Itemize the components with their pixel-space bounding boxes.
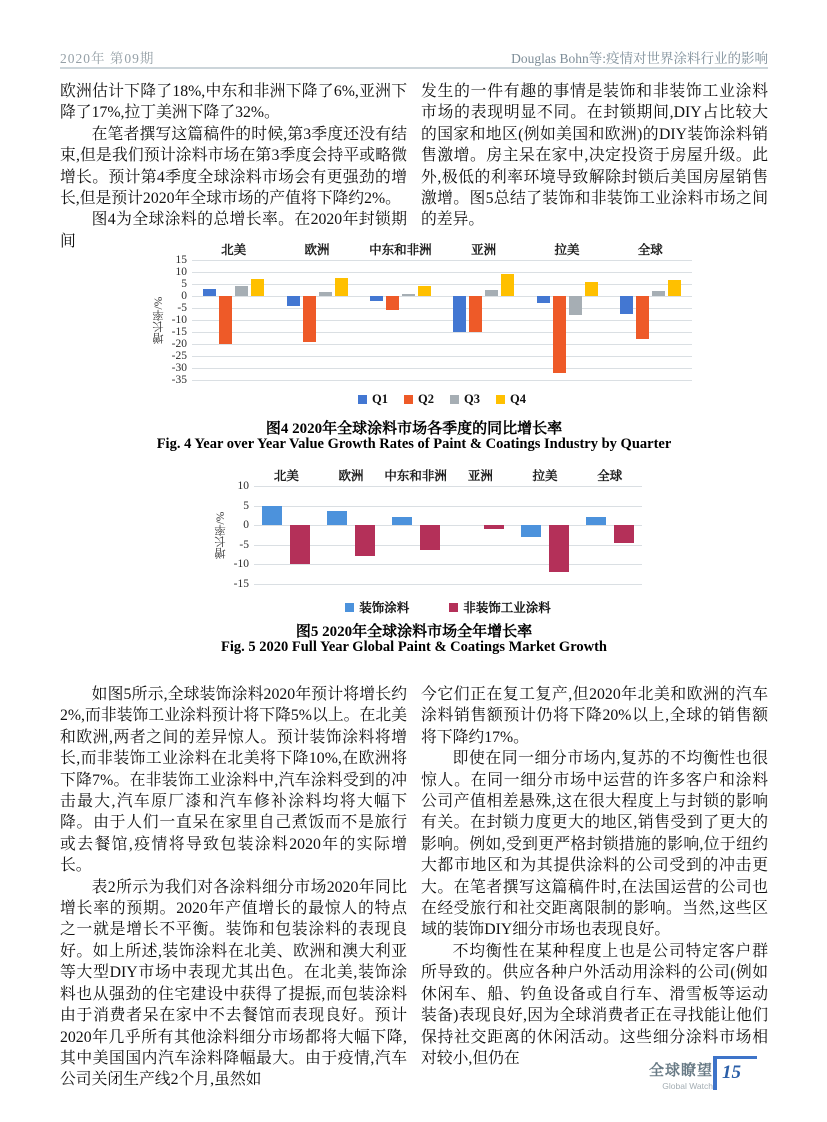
- y-tick-label: -15: [233, 577, 249, 590]
- category-label: 拉美: [554, 243, 580, 257]
- category-label: 欧洲: [338, 469, 364, 483]
- category-label: 北美: [273, 469, 299, 483]
- legend-label: Q1: [372, 392, 389, 406]
- category-label: 拉美: [532, 469, 558, 483]
- category-label: 北美: [221, 243, 247, 257]
- bar-装饰涂料-欧洲: [327, 511, 347, 525]
- bar-装饰涂料-北美: [262, 506, 282, 526]
- legend-label: Q3: [464, 392, 480, 406]
- bar-Q1-中东和非洲: [370, 296, 383, 301]
- figure5-caption-cn: 图5 2020年全球涂料市场全年增长率: [295, 624, 533, 640]
- bar-Q3-北美: [235, 286, 248, 296]
- page-number-bracket-top: [713, 1056, 757, 1059]
- bar-Q4-欧洲: [335, 278, 348, 296]
- left-column-top: [60, 81, 407, 252]
- footer-brand-en: Global Watch: [662, 1081, 713, 1091]
- legend-label: Q4: [509, 392, 526, 406]
- category-label: 欧洲: [304, 243, 330, 257]
- category-label-row: [192, 240, 692, 260]
- legend-item-Q3: [450, 392, 480, 407]
- gridline: [192, 308, 692, 309]
- bar-非装饰工业涂料-中东和非洲: [420, 525, 440, 550]
- paragraph: 在笔者撰写这篇稿件的时候,第3季度还没有结束,但是我们预计涂料市场在第3季度会持平或略微增长。预计第4季度全球涂料市场会有更强劲的增长,但是预计2020年全球市场的产值将下降约2%。: [60, 125, 407, 208]
- bar-非装饰工业涂料-欧洲: [355, 525, 375, 556]
- gridline: [192, 296, 692, 297]
- bar-Q4-北美: [251, 279, 264, 296]
- bar-Q1-亚洲: [453, 296, 466, 332]
- y-axis-title: 增长率/%: [153, 296, 165, 344]
- y-tick-label: -35: [171, 374, 187, 386]
- legend-label: 非装饰工业涂料: [463, 601, 551, 615]
- legend-swatch-icon: [404, 395, 413, 404]
- bar-Q2-中东和非洲: [386, 296, 399, 310]
- legend-swatch-icon: [345, 603, 354, 612]
- y-tick-label: -15: [171, 326, 187, 338]
- y-tick-label: 0: [181, 290, 187, 302]
- paragraph: 发生的一件有趣的事情是装饰和非装饰工业涂料市场的表现明显不同。在封锁期间,DIY占比较大的国家和地区(例如美国和欧洲)的DIY装饰涂料销售激增。房主呆在家中,决定投资于房屋升级。此外,极低的利率环境导致解除封锁后美国房屋销售激增。图5总结了装饰和非装饰工业涂料市场之间的差异。: [421, 83, 768, 229]
- paragraph: 今它们正在复工复产,但2020年北美和欧洲的汽车涂料销售额预计仍将下降20%以上,全球的销售额将下降约17%。: [421, 686, 768, 746]
- left-column-bottom: [60, 684, 407, 1091]
- paragraph: 表2所示为我们对各涂料细分市场2020年同比增长率的预期。2020年产值增长的最惊人的特点之一就是增长不平衡。装饰和包装涂料的表现良好。如上所述,装饰涂料在北美、欧洲和澳大利亚等大型DIY市场中表现尤其出色。在北美,装饰涂料也从强劲的住宅建设中获得了提振,而包装涂料由于消费者呆在家中不去餐馆而表现良好。预计2020年几乎所有其他涂料细分市场都将大幅下降,其中美国国内汽车涂料降幅最大。由于疫情,汽车公司关闭生产线2个月,虽然如: [60, 878, 407, 1089]
- category-label: 中东和非洲: [369, 243, 432, 257]
- bar-非装饰工业涂料-全球: [614, 525, 634, 543]
- y-tick-label: 5: [181, 278, 187, 290]
- category-label-row: [254, 466, 642, 486]
- footer-brand: [649, 1059, 713, 1091]
- bar-Q4-中东和非洲: [418, 286, 431, 296]
- figure4-caption-en: Fig. 4 Year over Year Value Growth Rates of Paint & Coatings Industry by Quarter: [156, 436, 672, 452]
- right-column-top: [421, 81, 768, 231]
- legend-swatch-icon: [496, 395, 505, 404]
- category-label: 中东和非洲: [384, 469, 447, 483]
- bar-Q3-欧洲: [319, 292, 332, 296]
- category-label: 全球: [597, 469, 623, 483]
- paragraph: 不均衡性在某种程度上也是公司特定客户群所导致的。供应各种户外活动用涂料的公司(例如休闲车、船、钓鱼设备或自行车、滑雪板等运动装备)表现良好,因为全球消费者正在寻找能让他们保持社交距离的休闲活动。这些细分涂料市场相对较小,但仍在: [421, 942, 768, 1067]
- figure5-caption-en: Fig. 5 2020 Full Year Global Paint & Coatings Market Growth: [221, 639, 607, 655]
- bar-Q1-欧洲: [287, 296, 300, 306]
- bar-Q1-北美: [203, 289, 216, 296]
- figure5-bar-chart: [214, 466, 642, 616]
- bar-Q1-拉美: [537, 296, 550, 303]
- bar-装饰涂料-拉美: [521, 525, 541, 537]
- right-column-bottom: [421, 684, 768, 1069]
- bar-Q2-欧洲: [303, 296, 316, 342]
- bar-Q1-全球: [620, 296, 633, 314]
- chart-plot-area: [214, 480, 642, 590]
- legend-label: Q2: [418, 392, 434, 406]
- gridline: [254, 486, 642, 487]
- gridline: [192, 356, 692, 357]
- gridline: [192, 284, 692, 285]
- y-tick-label: 0: [243, 519, 249, 531]
- y-tick-label: -5: [177, 302, 187, 314]
- gridline: [254, 564, 642, 565]
- legend-swatch-icon: [450, 395, 459, 404]
- paragraph: 欧洲估计下降了18%,中东和非洲下降了6%,亚洲下降了17%,拉丁美洲下降了32%。: [60, 83, 407, 122]
- header-rule: [60, 67, 768, 69]
- bar-Q3-亚洲: [485, 290, 498, 296]
- header-issue: 2020年 第09期: [60, 51, 155, 66]
- y-tick-label: 15: [175, 254, 187, 266]
- gridline: [254, 545, 642, 546]
- bar-非装饰工业涂料-亚洲: [484, 525, 504, 529]
- page-number: 15: [722, 1062, 741, 1083]
- y-tick-label: -10: [171, 314, 187, 326]
- gridline: [192, 320, 692, 321]
- gridline: [192, 332, 692, 333]
- bar-Q2-拉美: [553, 296, 566, 373]
- plot-grid: [192, 260, 692, 380]
- paragraph: 如图5所示,全球装饰涂料2020年预计将增长约2%,而非装饰工业涂料预计将下降5%以上。在北美和欧洲,两者之间的差异惊人。预计装饰涂料将增长,而非装饰工业涂料在北美将下降10%,在欧洲将下降7%。在非装饰工业涂料中,汽车涂料受到的冲击最大,汽车原厂漆和汽车修补涂料均将大幅下降。由于人们一直呆在家里自己煮饭而不是旅行或去餐馆,疫情将导致包装涂料2020年的实际增长。: [60, 686, 407, 875]
- paragraph: 即使在同一细分市场内,复苏的不均衡性也很惊人。在同一细分市场中运营的许多客户和涂料公司产值相差悬殊,这在很大程度上与封锁的影响有关。在封锁力度更大的地区,销售受到了更大的影响。例如,受到更严格封锁措施的影响,位于纽约大都市地区和为其提供涂料的公司受到的冲击更大。在笔者撰写这篇稿件时,在法国运营的公司也在经受旅行和社交距离限制的影响。当然,这些区域的装饰DIY细分市场也表现良好。: [421, 750, 768, 939]
- y-tick-label: -20: [171, 338, 187, 350]
- bar-装饰涂料-中东和非洲: [392, 517, 412, 525]
- page-number-bracket-left: [713, 1056, 717, 1090]
- gridline: [254, 506, 642, 507]
- y-axis-ticks: [152, 254, 192, 386]
- category-label: 亚洲: [471, 243, 497, 257]
- bar-Q3-中东和非洲: [402, 294, 415, 296]
- legend-item-装饰涂料: [345, 598, 409, 616]
- legend-label: 装饰涂料: [359, 601, 410, 615]
- bar-Q2-北美: [219, 296, 232, 344]
- category-label: 亚洲: [467, 469, 493, 483]
- gridline: [192, 344, 692, 345]
- bar-Q3-全球: [652, 291, 665, 296]
- y-tick-label: -25: [171, 350, 187, 362]
- chart-legend: [254, 598, 642, 616]
- legend-item-非装饰工业涂料: [449, 598, 551, 616]
- y-tick-label: -5: [239, 538, 249, 551]
- gridline: [192, 368, 692, 369]
- header-article-title: Douglas Bohn等:疫情对世界涂料行业的影响: [511, 51, 768, 66]
- legend-swatch-icon: [449, 603, 458, 612]
- gridline: [254, 525, 642, 526]
- y-tick-label: 10: [237, 480, 249, 492]
- chart-legend: [192, 392, 692, 407]
- page-number-block: [713, 1056, 759, 1092]
- bar-Q3-拉美: [569, 296, 582, 315]
- bar-Q4-全球: [668, 280, 681, 296]
- gridline: [192, 272, 692, 273]
- chart-plot-area: [152, 254, 692, 386]
- bar-非装饰工业涂料-北美: [290, 525, 310, 564]
- bar-Q4-亚洲: [501, 274, 514, 296]
- y-tick-label: -10: [233, 558, 249, 570]
- bar-Q4-拉美: [585, 282, 598, 296]
- y-tick-label: 10: [175, 266, 187, 278]
- bar-非装饰工业涂料-拉美: [549, 525, 569, 572]
- figure4-caption-cn: 图4 2020年全球涂料市场各季度的同比增长率: [265, 421, 563, 437]
- figure4-bar-chart: [152, 240, 692, 407]
- y-tick-label: 5: [243, 499, 249, 512]
- gridline: [192, 380, 692, 381]
- legend-item-Q1: [358, 392, 388, 407]
- category-label: 全球: [637, 243, 663, 257]
- paragraph: 图4为全球涂料的总增长率。在2020年封锁期间: [60, 211, 407, 250]
- legend-swatch-icon: [358, 395, 367, 404]
- bar-Q2-全球: [636, 296, 649, 339]
- footer-brand-cn: 全球瞭望: [648, 1062, 713, 1079]
- y-tick-label: -30: [171, 362, 187, 374]
- bar-装饰涂料-全球: [586, 517, 606, 525]
- legend-item-Q4: [496, 392, 526, 407]
- gridline: [192, 260, 692, 261]
- y-axis-ticks: [214, 480, 254, 590]
- plot-grid: [254, 486, 642, 584]
- gridline: [254, 584, 642, 585]
- y-axis-title: 增长率/%: [215, 511, 227, 559]
- bar-Q2-亚洲: [469, 296, 482, 332]
- legend-item-Q2: [404, 392, 434, 407]
